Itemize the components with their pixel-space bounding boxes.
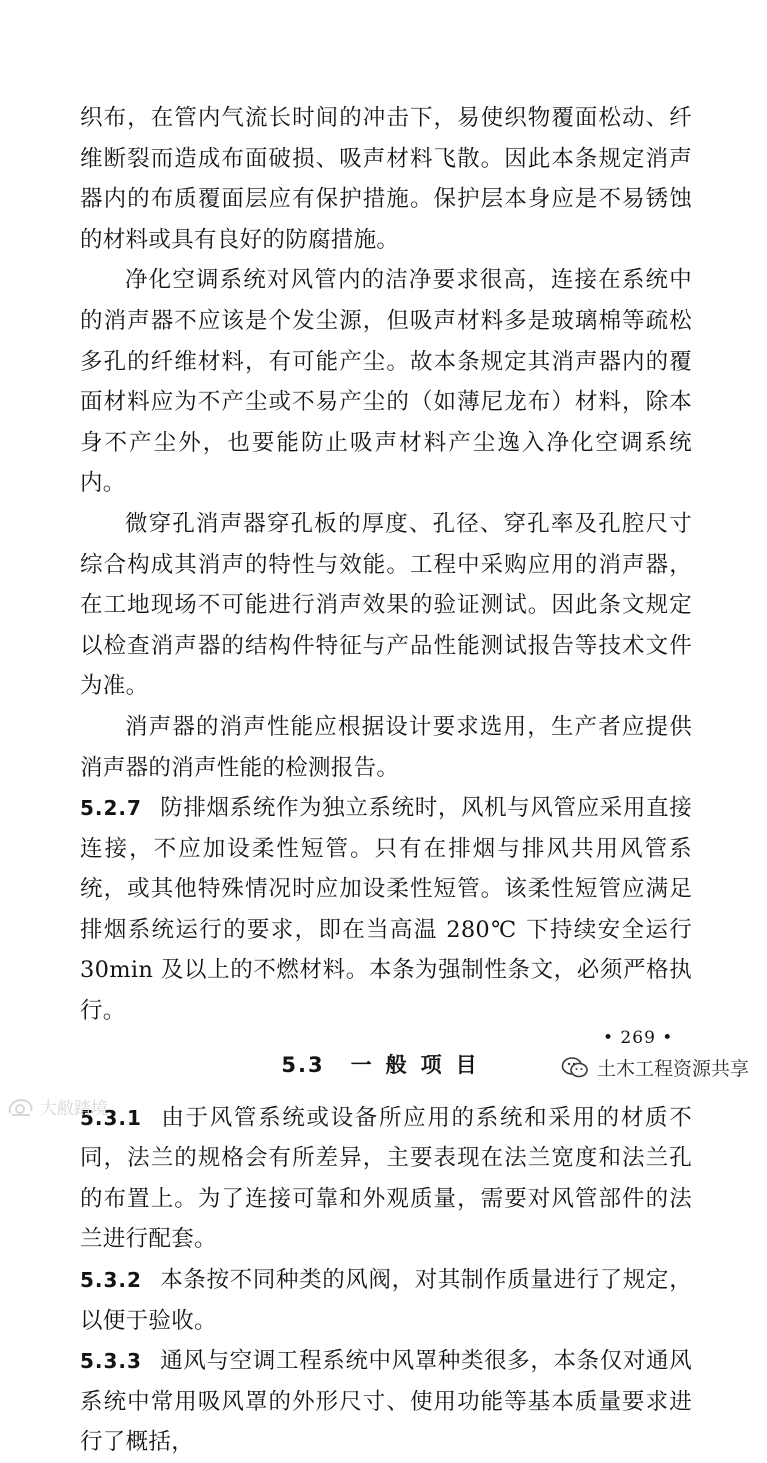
- clause-number: 5.3.3: [80, 1349, 142, 1374]
- body-text: [80, 98, 692, 1463]
- watermark-text: 大敝踏境: [40, 1099, 108, 1119]
- clause-5-3-1: [80, 1098, 692, 1260]
- watermark-text: 土木工程资源共享: [597, 1058, 750, 1080]
- section-number: 5.3: [281, 1052, 325, 1077]
- paragraph: 织布，在管内气流长时间的冲击下，易使织物覆面松动、纤维断裂而造成布面破损、吸声材料飞散。因此本条规定消声器内的布质覆面层应有保护措施。保护层本身应是不易锈蚀的材料或具有良好的防腐措施。: [80, 105, 692, 253]
- clause-5-2-7: [80, 788, 692, 1032]
- paragraph: 消声器的消声性能应根据设计要求选用，生产者应提供消声器的消声性能的检测报告。: [80, 713, 692, 781]
- paragraph: 微穿孔消声器穿孔板的厚度、孔径、穿孔率及孔腔尺寸综合构成其消声的特性与效能。工程中采购应用的消声器，在工地现场不可能进行消声效果的验证测试。因此条文规定以检查消声器的结构件特征与产品性能测试报告等技术文件为准。: [80, 510, 692, 700]
- clause-number: 5.3.2: [80, 1268, 142, 1293]
- clause-text: 由于风管系统或设备所应用的系统和采用的材质不同，法兰的规格会有所差异，主要表现在法兰宽度和法兰孔的布置上。为了连接可靠和外观质量，需要对风管部件的法兰进行配套。: [80, 1104, 692, 1253]
- clause-5-3-3: [80, 1341, 692, 1463]
- paragraph: 净化空调系统对风管内的洁净要求很高，连接在系统中的消声器不应该是个发尘源，但吸声材料多是玻璃棉等疏松多孔的纤维材料，有可能产尘。故本条规定其消声器内的覆面材料应为不产尘或不易产尘的（如薄尼龙布）材料，除本身不产尘外，也要能防止吸声材料产尘逸入净化空调系统内。: [80, 267, 692, 497]
- camera-logo-icon: [6, 1096, 36, 1118]
- clause-5-3-2: [80, 1260, 692, 1341]
- page-number: • 269 •: [603, 1028, 674, 1048]
- clause-number: 5.2.7: [80, 796, 142, 821]
- clause-text: 通风与空调工程系统中风罩种类很多，本条仅对通风系统中常用吸风罩的外形尺寸、使用功能等基本质量要求进行了概括，: [80, 1348, 692, 1456]
- wechat-icon: [561, 1056, 589, 1080]
- source-watermark: [557, 1052, 753, 1083]
- clause-text: 防排烟系统作为独立系统时，风机与风管应采用直接连接，不应加设柔性短管。只有在排烟与排风共用风管系统，或其他特殊情况时应加设柔性短管。该柔性短管应满足排烟系统运行的要求，即在当高温 280℃ 下持续安全运行 30min 及以上的不燃材料。本条为强制性条文，必须严格执行。: [80, 795, 692, 1025]
- section-title: 一般项目: [350, 1052, 491, 1077]
- clause-number: 5.3.1: [80, 1105, 142, 1130]
- clause-text: 本条按不同种类的风阀，对其制作质量进行了规定，以便于验收。: [80, 1267, 692, 1334]
- corner-watermark: [6, 1094, 108, 1119]
